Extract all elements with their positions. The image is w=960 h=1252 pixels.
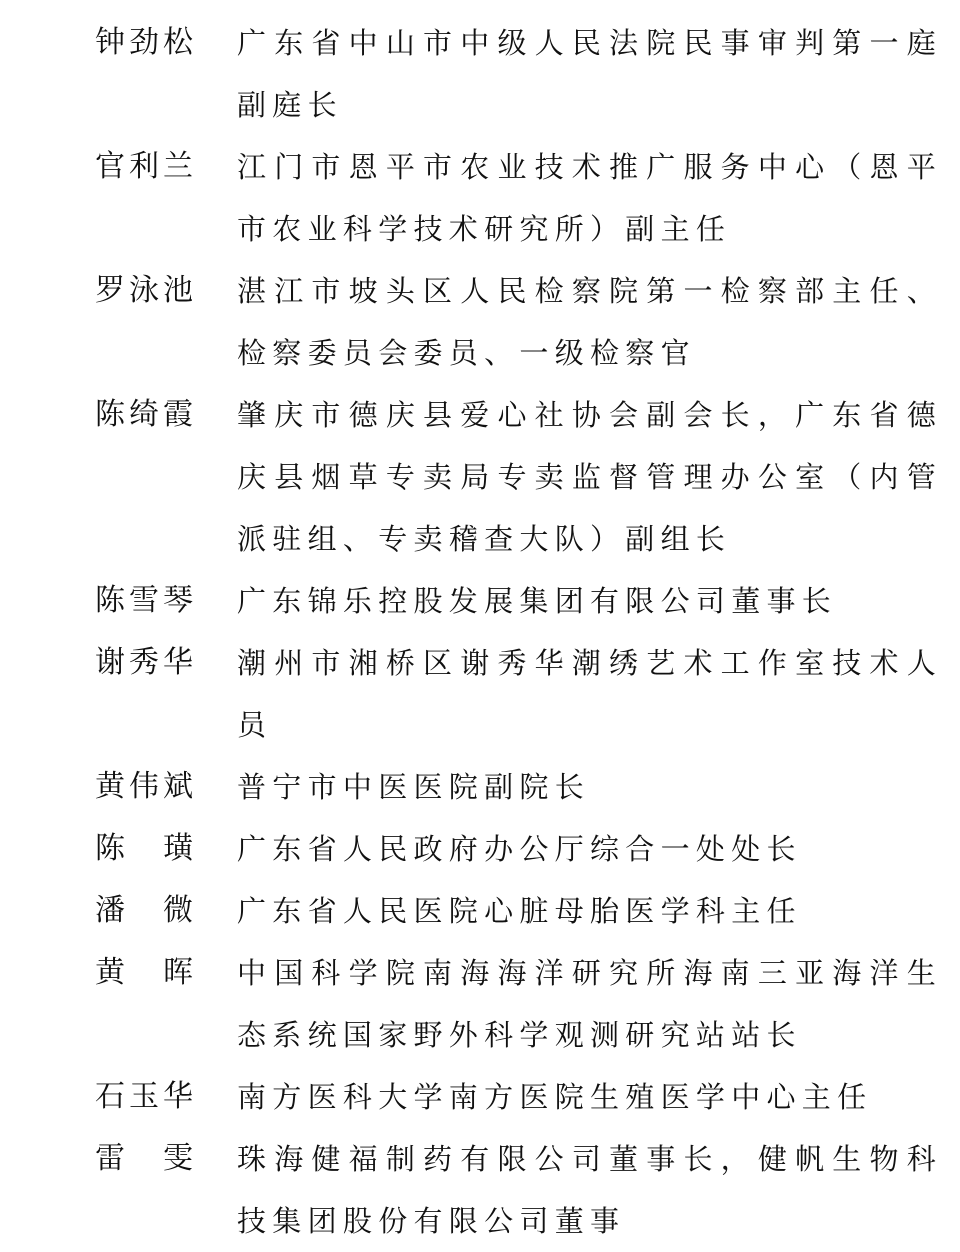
list-item <box>95 942 945 1066</box>
person-name: 谢秀华 <box>95 645 197 680</box>
person-name: 潘 微 <box>95 893 197 928</box>
list-item <box>95 260 945 384</box>
person-title: 湛江市坡头区人民检察院第一检察部主任、检察委员会委员、一级检察官 <box>237 274 942 370</box>
person-title: 肇庆市德庆县爱心社协会副会长，广东省德庆县烟草专卖局专卖监督管理办公室（内管派驻组、专卖稽查大队）副组长 <box>237 398 942 556</box>
person-title: 广东省人民政府办公厅综合一处处长 <box>237 832 802 866</box>
list-item <box>95 1128 945 1252</box>
list-item <box>95 570 945 632</box>
person-title: 珠海健福制药有限公司董事长，健帆生物科技集团股份有限公司董事 <box>237 1142 942 1238</box>
list-item <box>95 384 945 570</box>
person-name: 陈雪琴 <box>95 583 197 618</box>
list-item <box>95 818 945 880</box>
person-name: 官利兰 <box>95 149 197 184</box>
person-name: 陈绮霞 <box>95 397 197 432</box>
list-item <box>95 1066 945 1128</box>
list-item <box>95 632 945 756</box>
person-title: 广东省中山市中级人民法院民事审判第一庭副庭长 <box>237 26 942 122</box>
person-title: 潮州市湘桥区谢秀华潮绣艺术工作室技术人员 <box>237 646 942 742</box>
person-name: 黄 晖 <box>95 955 197 990</box>
person-name: 罗泳池 <box>95 273 197 308</box>
list-item <box>95 880 945 942</box>
list-item <box>95 756 945 818</box>
person-name: 钟劲松 <box>95 25 197 60</box>
person-name: 黄伟斌 <box>95 769 197 804</box>
person-title: 南方医科大学南方医院生殖医学中心主任 <box>237 1080 873 1114</box>
person-title: 普宁市中医医院副院长 <box>237 770 591 804</box>
person-title: 江门市恩平市农业技术推广服务中心（恩平市农业科学技术研究所）副主任 <box>237 150 942 246</box>
person-title: 广东省人民医院心脏母胎医学科主任 <box>237 894 802 928</box>
list-item <box>95 12 945 136</box>
person-name: 陈 璜 <box>95 831 197 866</box>
list-item <box>95 136 945 260</box>
personnel-list <box>95 12 945 1252</box>
person-name: 石玉华 <box>95 1079 197 1114</box>
person-title: 中国科学院南海海洋研究所海南三亚海洋生态系统国家野外科学观测研究站站长 <box>237 956 942 1052</box>
person-name: 雷 雯 <box>95 1141 197 1176</box>
person-title: 广东锦乐控股发展集团有限公司董事长 <box>237 584 838 618</box>
